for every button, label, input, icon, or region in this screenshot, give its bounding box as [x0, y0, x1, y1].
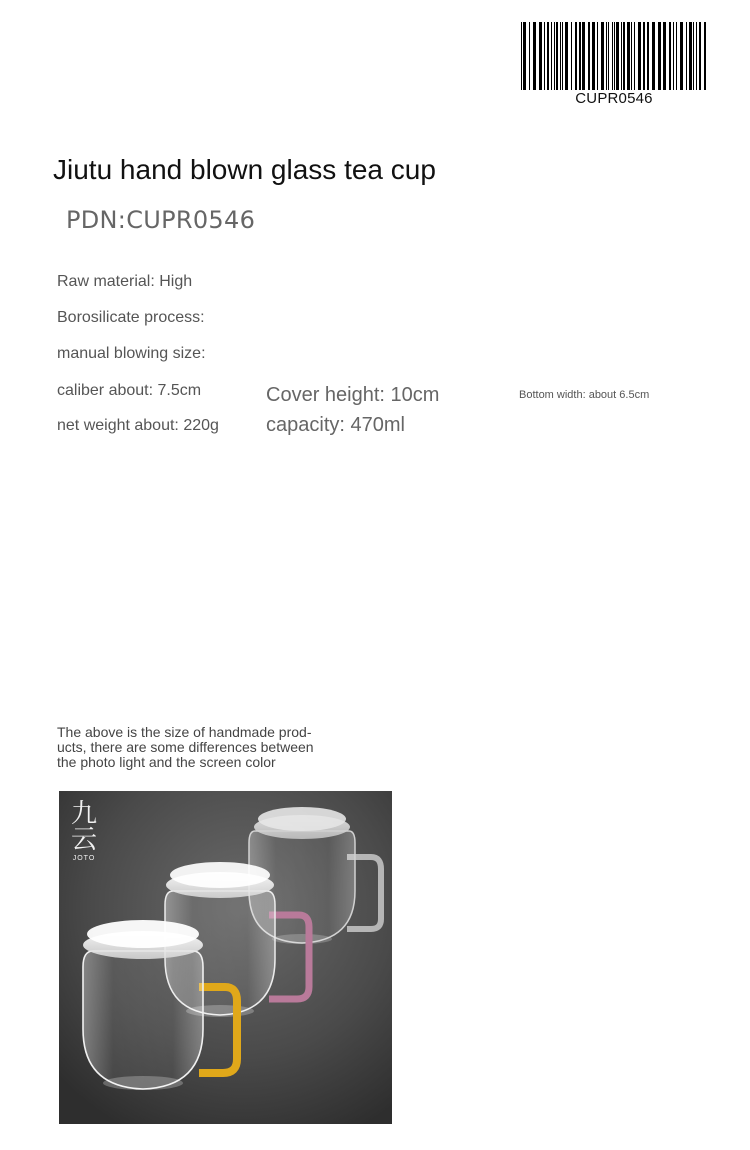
barcode-bar — [582, 22, 585, 90]
barcode-bar — [608, 22, 609, 90]
barcode-bar — [647, 22, 649, 90]
spec-manual-blowing: manual blowing size: — [57, 345, 206, 362]
spec-caliber: caliber about: 7.5cm — [57, 382, 202, 399]
barcode-bar — [554, 22, 555, 90]
barcode-bar — [680, 22, 683, 90]
barcode-bar — [547, 22, 549, 90]
logo-text: JOTO — [72, 855, 96, 862]
barcode — [520, 22, 708, 108]
product-photo — [59, 791, 392, 1124]
brand-logo — [67, 801, 101, 861]
barcode-bar — [588, 22, 590, 90]
barcode-bar — [529, 22, 530, 90]
barcode-bar — [606, 22, 607, 90]
barcode-bar — [601, 22, 604, 90]
spec-borosilicate: Borosilicate process: — [57, 309, 205, 326]
barcode-bar — [523, 22, 526, 90]
barcode-bar — [673, 22, 674, 90]
barcode-bar — [652, 22, 655, 90]
barcode-bar — [521, 22, 522, 90]
size-disclaimer — [57, 725, 342, 770]
barcode-bar — [638, 22, 641, 90]
product-title: Jiutu hand blown glass tea cup — [53, 154, 436, 185]
barcode-bar — [643, 22, 645, 90]
product-number: PDN:CUPR0546 — [66, 206, 256, 234]
barcode-bar — [616, 22, 619, 90]
barcode-bar — [551, 22, 552, 90]
logo-glyph: 九云 — [70, 799, 97, 855]
barcode-bars — [520, 22, 708, 90]
disclaimer-line-2: ucts, there are some differences between — [57, 739, 314, 755]
barcode-bar — [623, 22, 625, 90]
barcode-bar — [663, 22, 666, 90]
barcode-bar — [631, 22, 632, 90]
barcode-bar — [699, 22, 701, 90]
barcode-bar — [539, 22, 542, 90]
barcode-bar — [614, 22, 615, 90]
barcode-bar — [597, 22, 598, 90]
spec-cover-height: Cover height: 10cm — [266, 384, 440, 406]
disclaimer-line-1: The above is the size of handmade prod- — [57, 724, 312, 740]
barcode-bar — [627, 22, 630, 90]
barcode-bar — [696, 22, 697, 90]
barcode-code: CUPR0546 — [575, 90, 653, 107]
barcode-bar — [560, 22, 561, 90]
barcode-bar — [533, 22, 536, 90]
disclaimer-line-3: the photo light and the screen color — [57, 754, 276, 770]
barcode-bar — [686, 22, 687, 90]
spec-bottom-width: Bottom width: about 6.5cm — [519, 389, 650, 401]
spec-raw-material: Raw material: High — [57, 273, 193, 290]
barcode-bar — [689, 22, 692, 90]
barcode-bar — [676, 22, 677, 90]
barcode-bar — [634, 22, 635, 90]
barcode-bar — [579, 22, 581, 90]
barcode-bar — [693, 22, 694, 90]
barcode-bar — [575, 22, 577, 90]
barcode-bar — [612, 22, 613, 90]
barcode-bar — [556, 22, 558, 90]
spec-capacity: capacity: 470ml — [266, 414, 405, 436]
barcode-bar — [565, 22, 568, 90]
barcode-bar — [544, 22, 545, 90]
barcode-bar — [669, 22, 671, 90]
barcode-bar — [562, 22, 563, 90]
barcode-bar — [704, 22, 706, 90]
barcode-bar — [571, 22, 572, 90]
barcode-bar — [621, 22, 622, 90]
barcode-bar — [658, 22, 661, 90]
spec-net-weight: net weight about: 220g — [57, 417, 219, 434]
glass-cups-illustration — [59, 791, 392, 1124]
barcode-bar — [592, 22, 595, 90]
